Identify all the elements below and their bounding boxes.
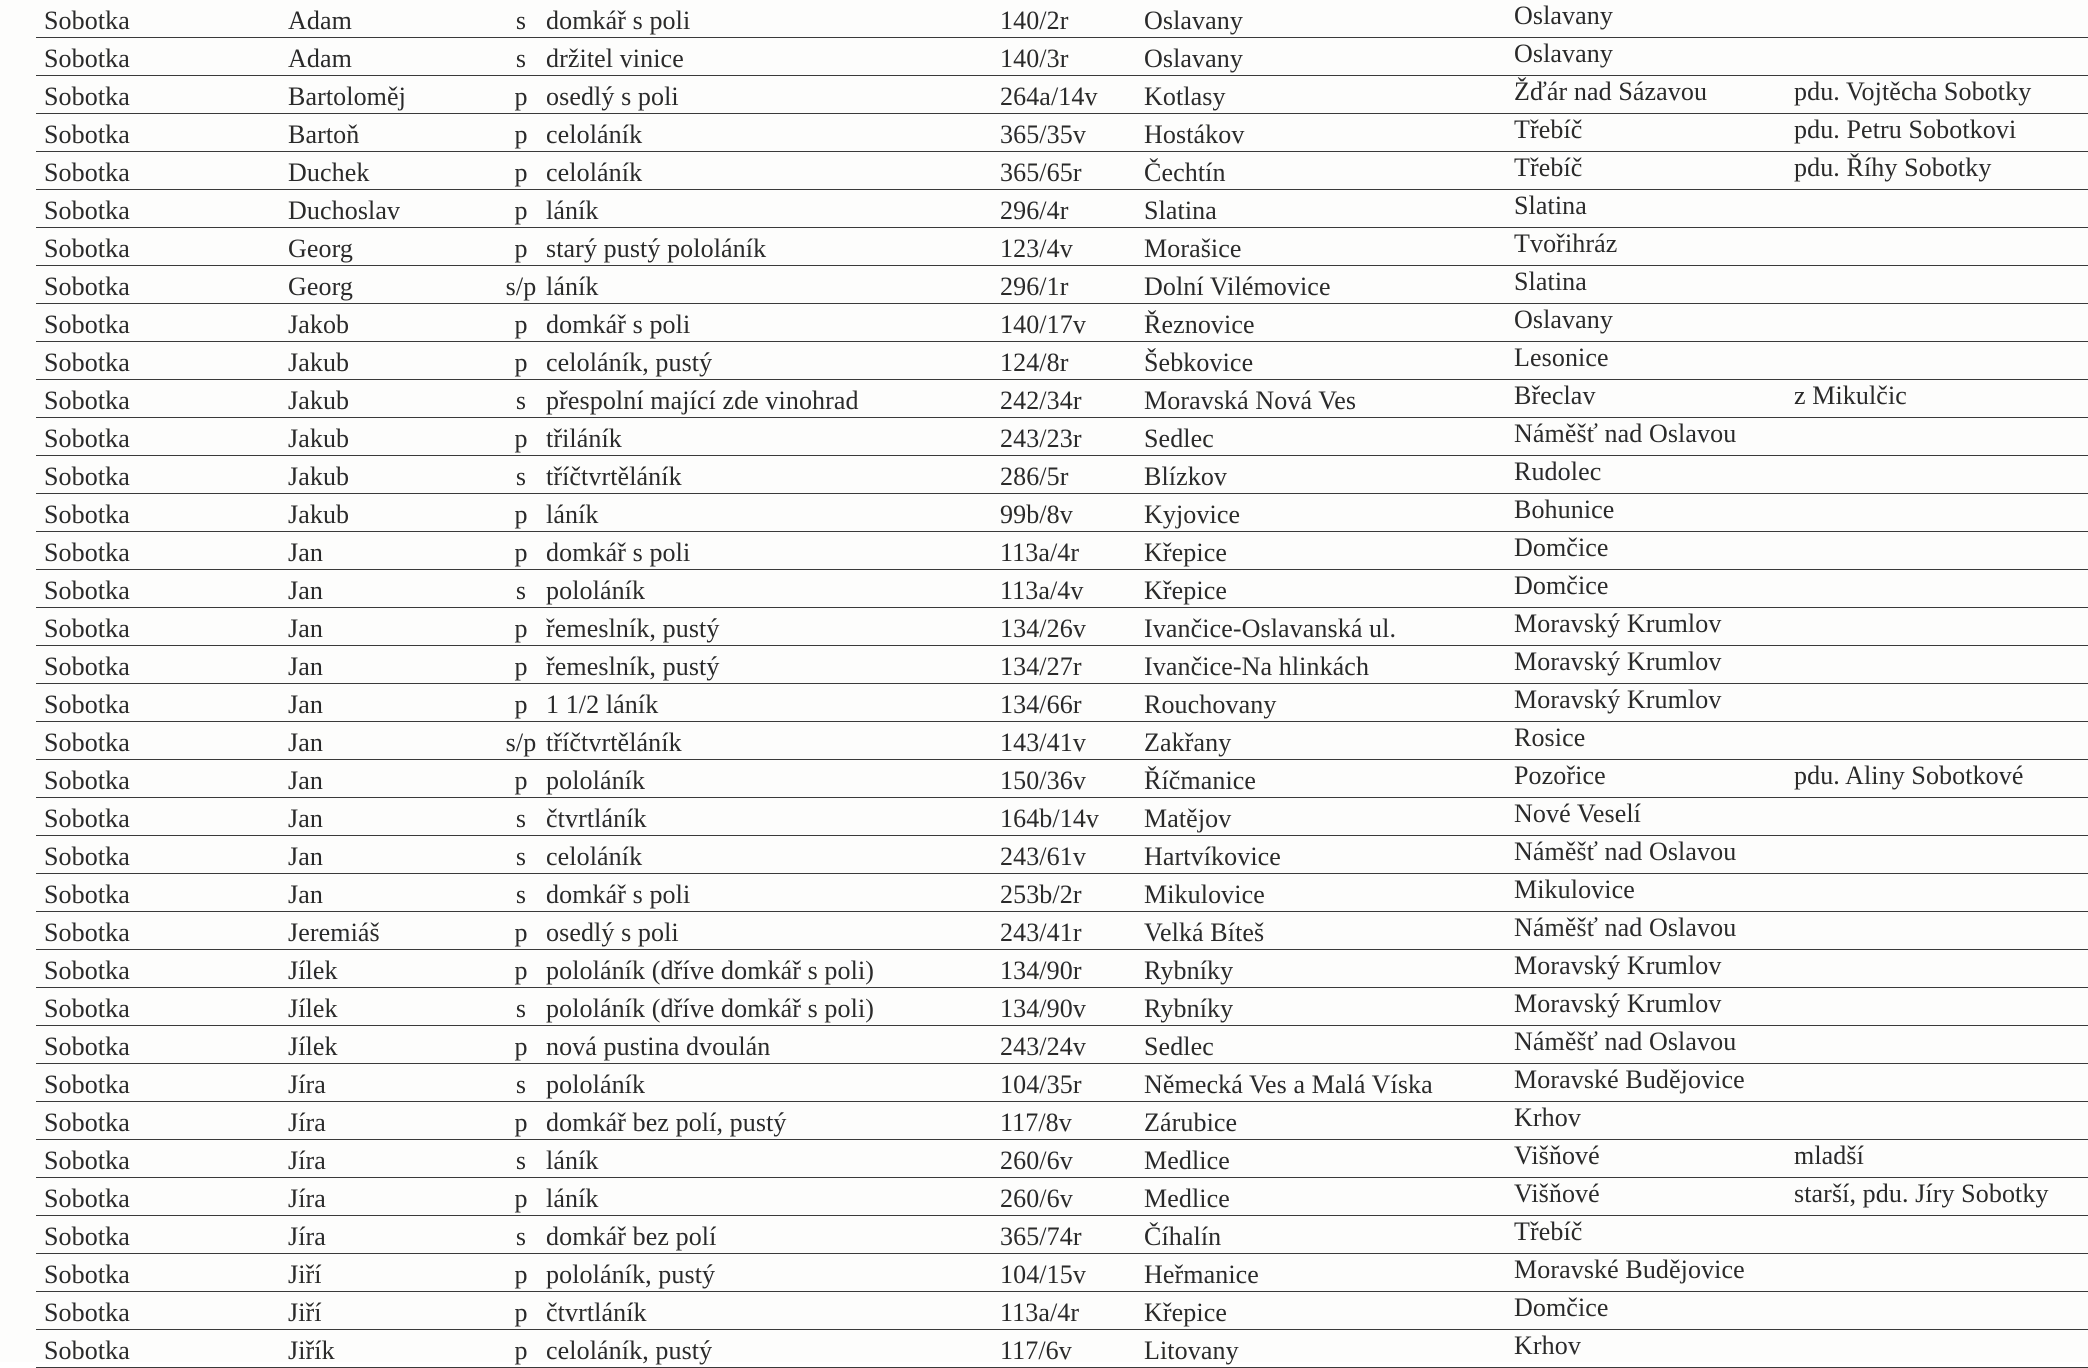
given-name-cell: Jeremiáš [288, 918, 380, 947]
table-row [36, 1216, 2088, 1254]
estate-cell: Náměšť nad Oslavou [1514, 913, 1737, 942]
status-cell: čtvrtláník [546, 804, 647, 833]
given-name-cell: Jakub [288, 462, 350, 491]
folio-cell: 243/41r [1000, 918, 1082, 947]
estate-cell: Rosice [1514, 723, 1586, 752]
table-row [36, 722, 2088, 760]
status-cell: láník [546, 196, 599, 225]
table-row [36, 342, 2088, 380]
surname-cell: Sobotka [44, 918, 130, 947]
type-cell: s [515, 6, 527, 35]
status-cell: láník [546, 1146, 599, 1175]
table-row [36, 798, 2088, 836]
folio-cell: 134/90r [1000, 956, 1082, 985]
type-cell: s/p [505, 272, 537, 301]
surname-cell: Sobotka [44, 272, 130, 301]
note-cell: mladší [1794, 1141, 1864, 1170]
type-cell: s/p [505, 728, 537, 757]
surname-cell: Sobotka [44, 386, 130, 415]
table-row [36, 684, 2088, 722]
village-cell: Ivančice-Na hlinkách [1144, 652, 1370, 681]
surname-cell: Sobotka [44, 690, 130, 719]
surname-cell: Sobotka [44, 158, 130, 187]
given-name-cell: Jakub [288, 500, 350, 529]
village-cell: Medlice [1144, 1146, 1230, 1175]
village-cell: Morašice [1144, 234, 1242, 263]
status-cell: řemeslník, pustý [546, 652, 720, 681]
folio-cell: 117/6v [1000, 1336, 1072, 1365]
status-cell: držitel vinice [546, 44, 684, 73]
table-row [36, 570, 2088, 608]
table-row [36, 836, 2088, 874]
status-cell: čtvrtláník [546, 1298, 647, 1327]
estate-cell: Slatina [1514, 267, 1587, 296]
type-cell: p [514, 348, 528, 377]
folio-cell: 134/90v [1000, 994, 1086, 1023]
estate-cell: Bohunice [1514, 495, 1615, 524]
type-cell: p [514, 1108, 528, 1137]
folio-cell: 143/41v [1000, 728, 1086, 757]
given-name-cell: Jiřík [288, 1336, 335, 1365]
folio-cell: 134/66r [1000, 690, 1082, 719]
folio-cell: 140/3r [1000, 44, 1069, 73]
folio-cell: 104/15v [1000, 1260, 1086, 1289]
status-cell: celoláník, pustý [546, 1336, 713, 1365]
estate-cell: Lesonice [1514, 343, 1609, 372]
surname-cell: Sobotka [44, 1108, 130, 1137]
folio-cell: 150/36v [1000, 766, 1086, 795]
given-name-cell: Jan [288, 728, 323, 757]
village-cell: Velká Bíteš [1144, 918, 1265, 947]
folio-cell: 286/5r [1000, 462, 1069, 491]
table-row [36, 190, 2088, 228]
estate-cell: Moravský Krumlov [1514, 647, 1722, 676]
status-cell: celoláník [546, 842, 643, 871]
surname-cell: Sobotka [44, 576, 130, 605]
note-cell: pdu. Petru Sobotkovi [1794, 115, 2017, 144]
folio-cell: 365/35v [1000, 120, 1086, 149]
estate-cell: Moravský Krumlov [1514, 609, 1722, 638]
folio-cell: 124/8r [1000, 348, 1069, 377]
village-cell: Heřmanice [1144, 1260, 1259, 1289]
given-name-cell: Jakub [288, 424, 350, 453]
given-name-cell: Jakub [288, 386, 350, 415]
given-name-cell: Jíra [288, 1146, 326, 1175]
estate-cell: Moravský Krumlov [1514, 989, 1722, 1018]
given-name-cell: Jan [288, 690, 323, 719]
estate-cell: Rudolec [1514, 457, 1602, 486]
type-cell: p [514, 500, 528, 529]
given-name-cell: Jíra [288, 1070, 326, 1099]
surname-cell: Sobotka [44, 1184, 130, 1213]
estate-cell: Nové Veselí [1514, 799, 1641, 828]
folio-cell: 365/74r [1000, 1222, 1082, 1251]
estate-cell: Náměšť nad Oslavou [1514, 837, 1737, 866]
surname-cell: Sobotka [44, 1032, 130, 1061]
village-cell: Oslavany [1144, 6, 1243, 35]
village-cell: Oslavany [1144, 44, 1243, 73]
table-row [36, 1178, 2088, 1216]
given-name-cell: Jakob [288, 310, 350, 339]
table-row [36, 950, 2088, 988]
folio-cell: 113a/4r [1000, 1298, 1080, 1327]
type-cell: p [514, 766, 528, 795]
village-cell: Řeznovice [1144, 310, 1255, 339]
folio-cell: 134/27r [1000, 652, 1082, 681]
given-name-cell: Bartoň [288, 120, 360, 149]
surname-cell: Sobotka [44, 348, 130, 377]
given-name-cell: Jakub [288, 348, 350, 377]
type-cell: p [514, 424, 528, 453]
type-cell: p [514, 918, 528, 947]
status-cell: přespolní mající zde vinohrad [546, 386, 859, 415]
folio-cell: 296/4r [1000, 196, 1069, 225]
surname-cell: Sobotka [44, 804, 130, 833]
village-cell: Německá Ves a Malá Víska [1144, 1070, 1433, 1099]
estate-cell: Náměšť nad Oslavou [1514, 1027, 1737, 1056]
given-name-cell: Georg [288, 234, 354, 263]
village-cell: Sedlec [1144, 1032, 1214, 1061]
status-cell: starý pustý pololáník [546, 234, 767, 263]
given-name-cell: Jílek [288, 1032, 338, 1061]
folio-cell: 365/65r [1000, 158, 1082, 187]
surname-cell: Sobotka [44, 234, 130, 263]
village-cell: Ivančice-Oslavanská ul. [1144, 614, 1397, 643]
type-cell: s [515, 880, 527, 909]
status-cell: domkář s poli [546, 880, 691, 909]
note-cell: pdu. Říhy Sobotky [1794, 153, 1992, 182]
table-row [36, 228, 2088, 266]
status-cell: domkář bez polí, pustý [546, 1108, 787, 1137]
type-cell: p [514, 1298, 528, 1327]
status-cell: pololáník, pustý [546, 1260, 716, 1289]
status-cell: tříčtvrtěláník [546, 728, 682, 757]
village-cell: Litovany [1144, 1336, 1239, 1365]
estate-cell: Moravské Budějovice [1514, 1065, 1745, 1094]
surname-cell: Sobotka [44, 120, 130, 149]
surname-cell: Sobotka [44, 766, 130, 795]
given-name-cell: Jiří [288, 1298, 322, 1327]
surname-cell: Sobotka [44, 614, 130, 643]
type-cell: s [515, 386, 527, 415]
given-name-cell: Jiří [288, 1260, 322, 1289]
village-cell: Křepice [1144, 576, 1227, 605]
given-name-cell: Jan [288, 576, 323, 605]
village-cell: Rybníky [1144, 994, 1234, 1023]
table-row [36, 1330, 2088, 1368]
status-cell: láník [546, 272, 599, 301]
estate-cell: Mikulovice [1514, 875, 1635, 904]
estate-cell: Moravský Krumlov [1514, 685, 1722, 714]
surname-cell: Sobotka [44, 1336, 130, 1365]
type-cell: p [514, 234, 528, 263]
surname-cell: Sobotka [44, 842, 130, 871]
type-cell: s [515, 44, 527, 73]
surname-cell: Sobotka [44, 1070, 130, 1099]
village-cell: Čechtín [1144, 158, 1226, 187]
table-row [36, 1102, 2088, 1140]
folio-cell: 113a/4v [1000, 576, 1084, 605]
folio-cell: 140/2r [1000, 6, 1069, 35]
table-row [36, 38, 2088, 76]
status-cell: celoláník [546, 158, 643, 187]
village-cell: Hostákov [1144, 120, 1245, 149]
folio-cell: 117/8v [1000, 1108, 1072, 1137]
type-cell: s [515, 842, 527, 871]
surname-cell: Sobotka [44, 1260, 130, 1289]
given-name-cell: Jíra [288, 1184, 326, 1213]
type-cell: s [515, 1222, 527, 1251]
table-row [36, 1064, 2088, 1102]
given-name-cell: Jílek [288, 994, 338, 1023]
status-cell: pololáník [546, 576, 646, 605]
village-cell: Medlice [1144, 1184, 1230, 1213]
given-name-cell: Jan [288, 880, 323, 909]
estate-cell: Oslavany [1514, 1, 1613, 30]
estate-cell: Moravské Budějovice [1514, 1255, 1745, 1284]
folio-cell: 242/34r [1000, 386, 1082, 415]
type-cell: p [514, 956, 528, 985]
estate-cell: Višňové [1514, 1141, 1600, 1170]
given-name-cell: Duchoslav [288, 196, 401, 225]
given-name-cell: Bartoloměj [288, 82, 406, 111]
status-cell: celoláník [546, 120, 643, 149]
table-row [36, 1254, 2088, 1292]
given-name-cell: Adam [288, 44, 352, 73]
status-cell: osedlý s poli [546, 918, 679, 947]
folio-cell: 104/35r [1000, 1070, 1082, 1099]
village-cell: Říčmanice [1144, 766, 1257, 795]
surname-cell: Sobotka [44, 652, 130, 681]
folio-cell: 243/23r [1000, 424, 1082, 453]
surname-cell: Sobotka [44, 880, 130, 909]
table-row [36, 494, 2088, 532]
given-name-cell: Georg [288, 272, 354, 301]
status-cell: tříčtvrtěláník [546, 462, 682, 491]
surname-cell: Sobotka [44, 6, 130, 35]
table-row [36, 532, 2088, 570]
type-cell: p [514, 690, 528, 719]
given-name-cell: Jílek [288, 956, 338, 985]
table-row [36, 76, 2088, 114]
village-cell: Sedlec [1144, 424, 1214, 453]
status-cell: domkář s poli [546, 6, 691, 35]
folio-cell: 260/6v [1000, 1146, 1073, 1175]
village-cell: Číhalín [1144, 1222, 1222, 1251]
village-cell: Zárubice [1144, 1108, 1238, 1137]
estate-cell: Domčice [1514, 571, 1609, 600]
estate-cell: Domčice [1514, 1293, 1609, 1322]
surname-cell: Sobotka [44, 1146, 130, 1175]
village-cell: Moravská Nová Ves [1144, 386, 1357, 415]
village-cell: Rybníky [1144, 956, 1234, 985]
surname-cell: Sobotka [44, 956, 130, 985]
type-cell: p [514, 158, 528, 187]
estate-cell: Oslavany [1514, 305, 1613, 334]
estate-cell: Tvořihráz [1514, 229, 1618, 258]
table-row [36, 988, 2088, 1026]
village-cell: Křepice [1144, 1298, 1227, 1327]
table-row [36, 1292, 2088, 1330]
status-cell: láník [546, 500, 599, 529]
given-name-cell: Jan [288, 538, 323, 567]
table-row [36, 380, 2088, 418]
type-cell: p [514, 120, 528, 149]
table-row [36, 114, 2088, 152]
folio-cell: 164b/14v [1000, 804, 1100, 833]
estate-cell: Višňové [1514, 1179, 1600, 1208]
folio-cell: 113a/4r [1000, 538, 1080, 567]
table-row [36, 304, 2088, 342]
estate-cell: Domčice [1514, 533, 1609, 562]
table-row [36, 0, 2088, 38]
folio-cell: 140/17v [1000, 310, 1086, 339]
surname-cell: Sobotka [44, 1222, 130, 1251]
given-name-cell: Duchek [288, 158, 370, 187]
table-row [36, 646, 2088, 684]
estate-cell: Moravský Krumlov [1514, 951, 1722, 980]
surname-cell: Sobotka [44, 44, 130, 73]
given-name-cell: Jan [288, 842, 323, 871]
surname-cell: Sobotka [44, 500, 130, 529]
estate-cell: Břeclav [1514, 381, 1596, 410]
folio-cell: 260/6v [1000, 1184, 1073, 1213]
status-cell: třiláník [546, 424, 622, 453]
estate-cell: Pozořice [1514, 761, 1606, 790]
given-name-cell: Jíra [288, 1222, 326, 1251]
village-cell: Matějov [1144, 804, 1232, 833]
given-name-cell: Jan [288, 766, 323, 795]
surname-cell: Sobotka [44, 538, 130, 567]
estate-cell: Oslavany [1514, 39, 1613, 68]
estate-cell: Třebíč [1514, 153, 1583, 182]
status-cell: celoláník, pustý [546, 348, 713, 377]
table-row [36, 912, 2088, 950]
note-cell: pdu. Aliny Sobotkové [1794, 761, 2024, 790]
note-cell: starší, pdu. Jíry Sobotky [1794, 1179, 2049, 1208]
folio-cell: 253b/2r [1000, 880, 1082, 909]
village-cell: Kyjovice [1144, 500, 1241, 529]
type-cell: s [515, 1146, 527, 1175]
given-name-cell: Jan [288, 614, 323, 643]
type-cell: s [515, 1070, 527, 1099]
estate-cell: Krhov [1514, 1103, 1581, 1132]
surname-cell: Sobotka [44, 82, 130, 111]
village-cell: Kotlasy [1144, 82, 1226, 111]
type-cell: s [515, 994, 527, 1023]
estate-cell: Slatina [1514, 191, 1587, 220]
estate-cell: Krhov [1514, 1331, 1581, 1360]
surname-cell: Sobotka [44, 310, 130, 339]
village-cell: Šebkovice [1144, 348, 1254, 377]
note-cell: z Mikulčic [1794, 381, 1907, 410]
type-cell: s [515, 462, 527, 491]
folio-cell: 99b/8v [1000, 500, 1073, 529]
type-cell: p [514, 652, 528, 681]
surname-cell: Sobotka [44, 196, 130, 225]
type-cell: s [515, 804, 527, 833]
status-cell: domkář bez polí [546, 1222, 717, 1251]
type-cell: p [514, 1336, 528, 1365]
type-cell: s [515, 576, 527, 605]
surname-cell: Sobotka [44, 1298, 130, 1327]
status-cell: 1 1/2 láník [546, 690, 659, 719]
type-cell: p [514, 614, 528, 643]
type-cell: p [514, 1032, 528, 1061]
type-cell: p [514, 1260, 528, 1289]
surname-cell: Sobotka [44, 994, 130, 1023]
table-row [36, 1026, 2088, 1064]
folio-cell: 243/24v [1000, 1032, 1086, 1061]
surname-cell: Sobotka [44, 728, 130, 757]
status-cell: osedlý s poli [546, 82, 679, 111]
folio-cell: 296/1r [1000, 272, 1069, 301]
status-cell: pololáník [546, 1070, 646, 1099]
village-cell: Rouchovany [1144, 690, 1277, 719]
status-cell: domkář s poli [546, 310, 691, 339]
estate-cell: Náměšť nad Oslavou [1514, 419, 1737, 448]
type-cell: p [514, 310, 528, 339]
table-row [36, 874, 2088, 912]
table-row [36, 760, 2088, 798]
village-cell: Křepice [1144, 538, 1227, 567]
surname-cell: Sobotka [44, 462, 130, 491]
estate-cell: Třebíč [1514, 1217, 1583, 1246]
table-row [36, 266, 2088, 304]
status-cell: pololáník [546, 766, 646, 795]
village-cell: Dolní Vilémovice [1144, 272, 1331, 301]
register-table [36, 0, 2088, 1368]
status-cell: láník [546, 1184, 599, 1213]
village-cell: Zakřany [1144, 728, 1232, 757]
given-name-cell: Jan [288, 652, 323, 681]
given-name-cell: Jan [288, 804, 323, 833]
village-cell: Slatina [1144, 196, 1217, 225]
note-cell: pdu. Vojtěcha Sobotky [1794, 77, 2032, 106]
table-row [36, 456, 2088, 494]
type-cell: p [514, 196, 528, 225]
type-cell: p [514, 1184, 528, 1213]
village-cell: Mikulovice [1144, 880, 1265, 909]
status-cell: nová pustina dvoulán [546, 1032, 771, 1061]
table-row [36, 608, 2088, 646]
village-cell: Hartvíkovice [1144, 842, 1281, 871]
status-cell: pololáník (dříve domkář s poli) [546, 994, 875, 1023]
estate-cell: Třebíč [1514, 115, 1583, 144]
status-cell: řemeslník, pustý [546, 614, 720, 643]
folio-cell: 134/26v [1000, 614, 1086, 643]
given-name-cell: Jíra [288, 1108, 326, 1137]
status-cell: pololáník (dříve domkář s poli) [546, 956, 875, 985]
status-cell: domkář s poli [546, 538, 691, 567]
table-row [36, 152, 2088, 190]
folio-cell: 123/4v [1000, 234, 1073, 263]
type-cell: p [514, 538, 528, 567]
surname-cell: Sobotka [44, 424, 130, 453]
type-cell: p [514, 82, 528, 111]
table-row [36, 1140, 2088, 1178]
village-cell: Blízkov [1144, 462, 1228, 491]
estate-cell: Žďár nad Sázavou [1514, 77, 1708, 106]
table-row [36, 418, 2088, 456]
folio-cell: 243/61v [1000, 842, 1086, 871]
folio-cell: 264a/14v [1000, 82, 1098, 111]
given-name-cell: Adam [288, 6, 352, 35]
